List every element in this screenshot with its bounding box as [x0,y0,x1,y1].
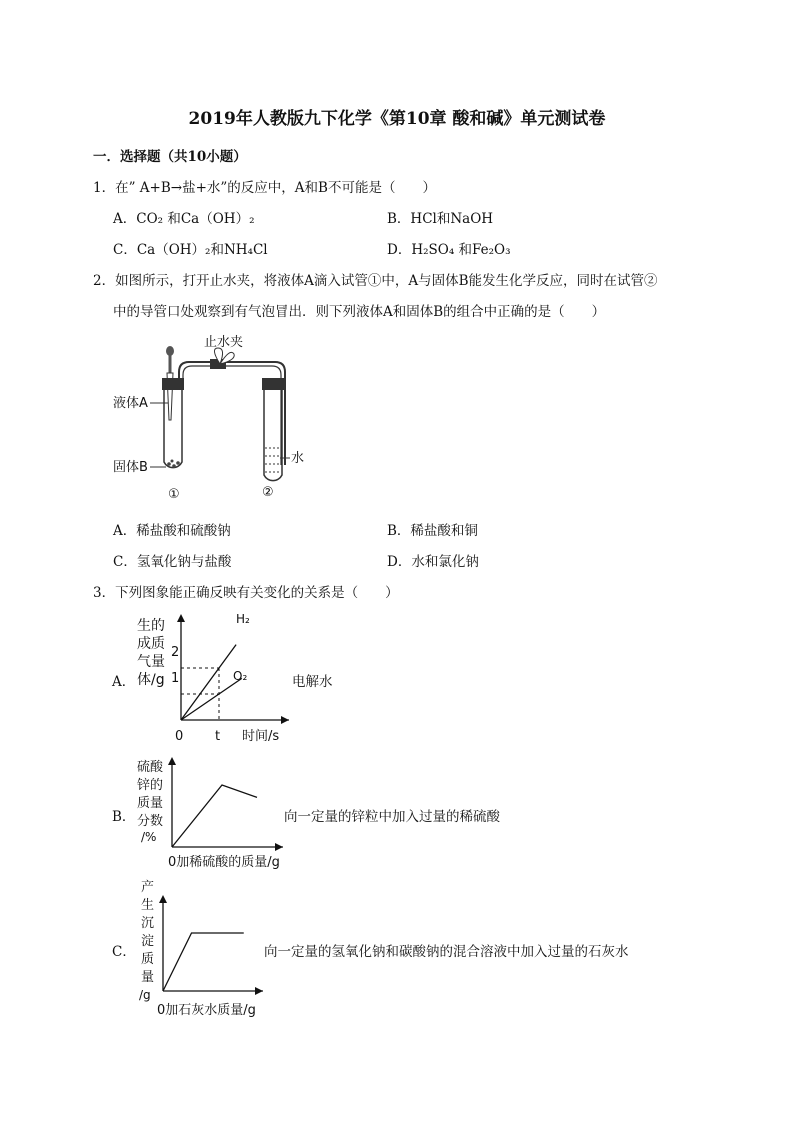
chart-a [135,608,290,748]
q3-option-c-desc: 向一定量的氢氧化钠和碳酸钠的混合溶液中加入过量的石灰水 [264,944,629,960]
chart-b-ylabel-1: 硫酸 [137,760,164,775]
chart-c-xlabel: 0加石灰水质量/g [157,1003,256,1018]
chart-b-ylabel-4: 分数 [137,814,164,829]
q2-option-a[interactable]: A．稀盐酸和硫酸钠 [113,523,231,539]
chart-a-ylabel-1: 生的 [137,618,165,634]
section-heading: 一．选择题（共10小题） [93,149,247,165]
chart-a-ylabel-3: 气量 [137,654,165,670]
tube2-label: ② [262,485,274,500]
chart-a-label-h2: H₂ [236,612,250,626]
solid-b-label: 固体B [113,460,148,475]
q1-option-c[interactable]: C．Ca（OH）₂和NH₄Cl [113,242,268,258]
chart-b-ylabel-2: 锌的 [137,778,164,793]
chart-a-ylabel-2: 成质 [137,636,165,652]
q2-option-d[interactable]: D．水和氯化钠 [387,554,479,570]
q3-option-b-letter[interactable]: B． [112,809,136,825]
q3-option-c-letter[interactable]: C． [112,944,136,960]
q3-option-a-letter[interactable]: A． [112,674,136,690]
q2-stem-line2: 中的导管口处观察到有气泡冒出．则下列液体A和固体B的组合中正确的是（ ） [113,304,606,320]
q1-option-a[interactable]: A．CO₂ 和Ca（OH）₂ [113,211,255,227]
q2-option-b[interactable]: B．稀盐酸和铜 [387,523,478,539]
page-title: 2019年人教版九下化学《第10章 酸和碱》单元测试卷 [188,109,606,129]
chart-a-origin: 0 [175,729,184,744]
chart-c-ylabel-5: 质 [141,952,155,967]
chart-c [135,877,265,1022]
q1-option-b[interactable]: B．HCl和NaOH [387,211,494,227]
q1-stem: 1．在” A+B→盐+水”的反应中，A和B不可能是（ ） [93,180,436,196]
chart-a-ytick-1: 1 [171,671,180,686]
chart-a-ylabel-4: 体/g [137,672,165,688]
chart-b-ylabel-5: /% [141,830,157,844]
chart-c-ylabel-6: 量 [141,970,155,985]
water-label: 水 [291,451,305,466]
chart-a-xtick-t: t [215,729,221,744]
chart-a-series-h2 [181,645,236,720]
chart-a-xlabel: 时间/s [242,729,280,744]
q3-option-a-desc: 电解水 [292,674,333,690]
tube1-label: ① [168,487,180,502]
q1-option-d[interactable]: D．H₂SO₄ 和Fe₂O₃ [387,242,511,258]
test-tube-1 [162,378,184,468]
chart-b-ylabel-3: 质量 [137,796,164,811]
chart-a-series-o2 [181,678,242,720]
chart-c-ylabel-3: 沉 [141,916,155,931]
chart-a-ytick-2: 2 [171,645,180,660]
q3-option-b-desc: 向一定量的锌粒中加入过量的稀硫酸 [284,809,500,825]
chart-c-ylabel-7: /g [139,988,151,1002]
liquid-a-label: 液体A [113,396,148,411]
chart-b-series [172,785,257,847]
chart-b [135,755,285,875]
chart-c-series [163,933,244,991]
q2-apparatus-figure [110,330,310,505]
clamp-label: 止水夹 [204,335,244,350]
chart-a-label-o2: O₂ [233,669,248,683]
q2-option-c[interactable]: C．氢氧化钠与盐酸 [113,554,232,570]
chart-c-ylabel-4: 淀 [141,934,155,949]
chart-c-ylabel-2: 生 [141,898,155,913]
chart-c-ylabel-1: 产 [141,880,155,895]
chart-b-xlabel: 0加稀硫酸的质量/g [168,855,280,870]
q2-stem-line1: 2．如图所示，打开止水夹，将液体A滴入试管①中，A与固体B能发生化学反应，同时在试管② [93,273,658,289]
q3-stem: 3．下列图象能正确反映有关变化的关系是（ ） [93,585,399,601]
